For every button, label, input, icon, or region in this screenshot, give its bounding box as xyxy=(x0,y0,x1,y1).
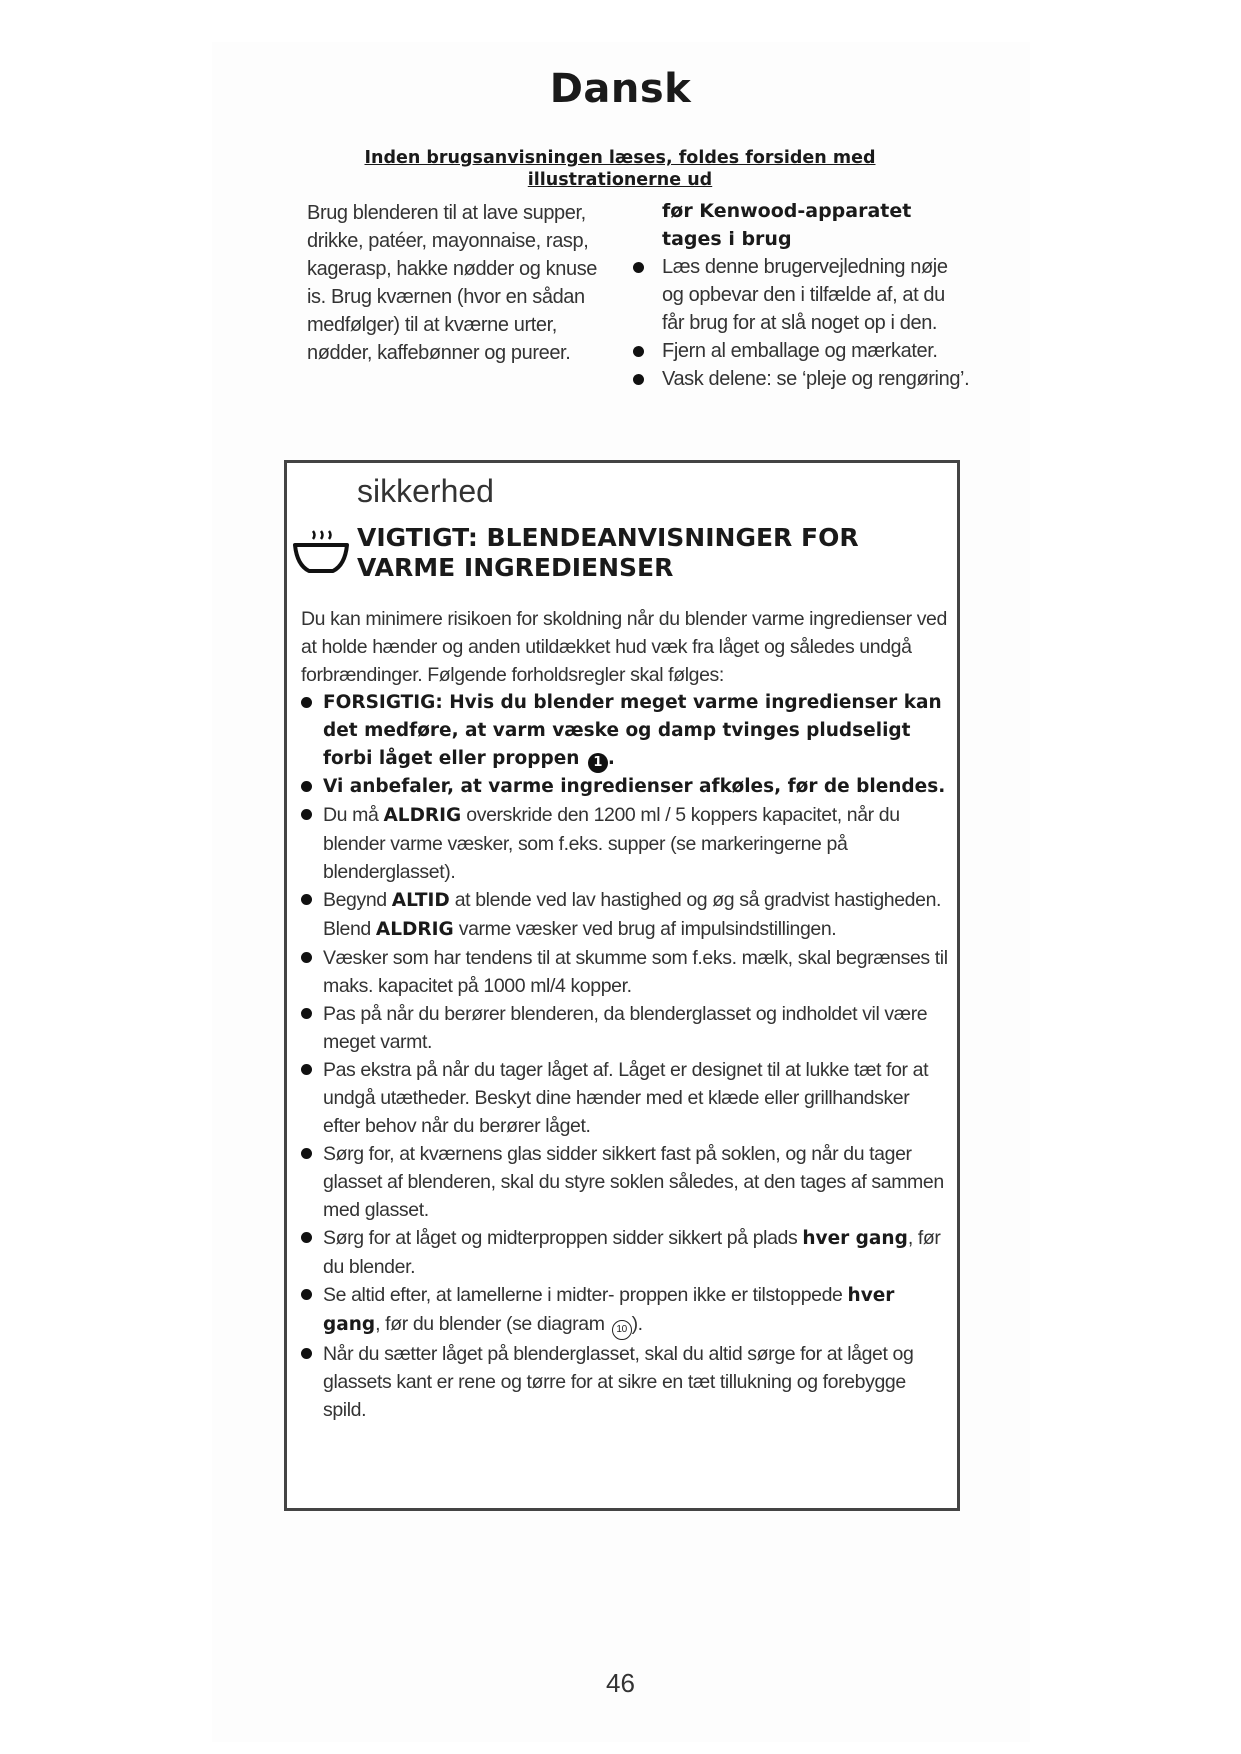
safety-intro: Du kan minimere risikoen for skoldning når du blender varme ingredienser ved at holde hænder og anden utildækket hud væk fra låget og således undgå forbrændinger. Følgende forholdsregler skal følges: xyxy=(301,608,947,686)
diagram-ref-badge: 1 xyxy=(588,753,608,773)
list-item xyxy=(301,1281,949,1340)
before-use-section xyxy=(630,197,970,393)
list-item: Pas på når du berører blenderen, da blenderglasset og indholdet vil være meget varmt. xyxy=(301,1000,949,1056)
list-item xyxy=(301,1224,949,1281)
safety-box xyxy=(284,460,960,1511)
list-item: Sørg for, at kværnens glas sidder sikkert fast på soklen, og når du tager glasset af blenderen, skal du styre soklen således, at den tages af sammen med glasset. xyxy=(301,1140,949,1224)
list-item xyxy=(301,801,949,886)
item-text: at blende ved lav hastighed og øg så gradvist hastigheden. Blend xyxy=(323,889,942,940)
item-text: ). xyxy=(631,1313,643,1335)
hot-bowl-icon xyxy=(291,529,351,579)
safety-content xyxy=(301,605,949,1424)
item-text: Du må xyxy=(323,804,379,826)
intro-paragraph: Brug blenderen til at lave supper, drikke, patéer, mayonnaise, rasp, kagerasp, hakke nødder og knuse is. Brug kværnen (hvor en sådan medfølger) til at kværne urter, nødder, kaffebønner og pureer. xyxy=(307,202,598,364)
list-item: FORSIGTIG: Hvis du blender meget varme ingredienser kan det medføre, at varm væske og damp tvinges pludseligt forbi låget eller proppen 1 . xyxy=(301,689,949,773)
item-text: varme væsker ved brug af impulsindstillingen. xyxy=(458,918,837,940)
list-item: Pas ekstra på når du tager låget af. Låget er designet til at lukke tæt for at undgå utætheder. Beskyt dine hænder med et klæde eller grillhandsker efter behov når du berører låget. xyxy=(301,1056,949,1140)
list-item: Fjern al emballage og mærkater. xyxy=(630,337,970,365)
list-item: Vi anbefaler, at varme ingredienser afkøles, før de blendes. xyxy=(301,773,949,801)
item-text: , før du blender (se diagram xyxy=(375,1313,605,1335)
list-item: Vask delene: se ‘pleje og rengøring’. xyxy=(630,365,970,393)
list-item xyxy=(301,886,949,944)
important-heading: VIGTIGT: BLENDEANVISNINGER FOR VARME INGREDIENSER xyxy=(357,523,859,582)
diagram-ref-badge: 10 xyxy=(612,1320,632,1340)
list-item: Væsker som har tendens til at skumme som f.eks. mælk, skal begrænses til maks. kapacitet på 1000 ml/4 kopper. xyxy=(301,944,949,1000)
item-text: Se altid efter, at lamellerne i midter- proppen ikke er tilstoppede xyxy=(323,1284,843,1306)
page-number: 46 xyxy=(606,1668,635,1698)
before-use-list xyxy=(630,253,970,393)
before-use-heading: før Kenwood-apparatet tages i brug xyxy=(662,200,912,250)
emphasis: ALDRIG xyxy=(375,919,454,940)
item-text: Begynd xyxy=(323,889,387,911)
emphasis: hver gang xyxy=(323,1285,895,1335)
emphasis: ALDRIG xyxy=(383,805,462,826)
item-text: , før du blender. xyxy=(323,1227,941,1278)
fold-out-notice: Inden brugsanvisningen læses, foldes forsiden med illustrationerne ud xyxy=(364,148,876,190)
safety-heading: sikkerhed xyxy=(357,473,494,509)
item-text: Sørg for at låget og midterproppen sidder sikkert på plads xyxy=(323,1227,798,1249)
item-text: overskride den 1200 ml / 5 koppers kapacitet, når du blender varme væsker, som f.eks. supper (se markeringerne på blenderglasset). xyxy=(323,804,900,883)
emphasis: ALTID xyxy=(391,890,450,911)
list-item: Læs denne brugervejledning nøje og opbevar den i tilfælde af, at du får brug for at slå noget op i den. xyxy=(630,253,970,337)
page-title: Dansk xyxy=(549,66,692,112)
caution-text: FORSIGTIG: Hvis du blender meget varme ingredienser kan det medføre, at varm væske og damp tvinges pludseligt forbi låget eller proppen xyxy=(323,692,942,769)
emphasis: hver gang xyxy=(802,1228,908,1249)
list-item: Når du sætter låget på blenderglasset, skal du altid sørge for at låget og glassets kant er rene og tørre for at sikre en tæt tillukning og forebygge spild. xyxy=(301,1340,949,1424)
safety-list xyxy=(301,689,949,1424)
